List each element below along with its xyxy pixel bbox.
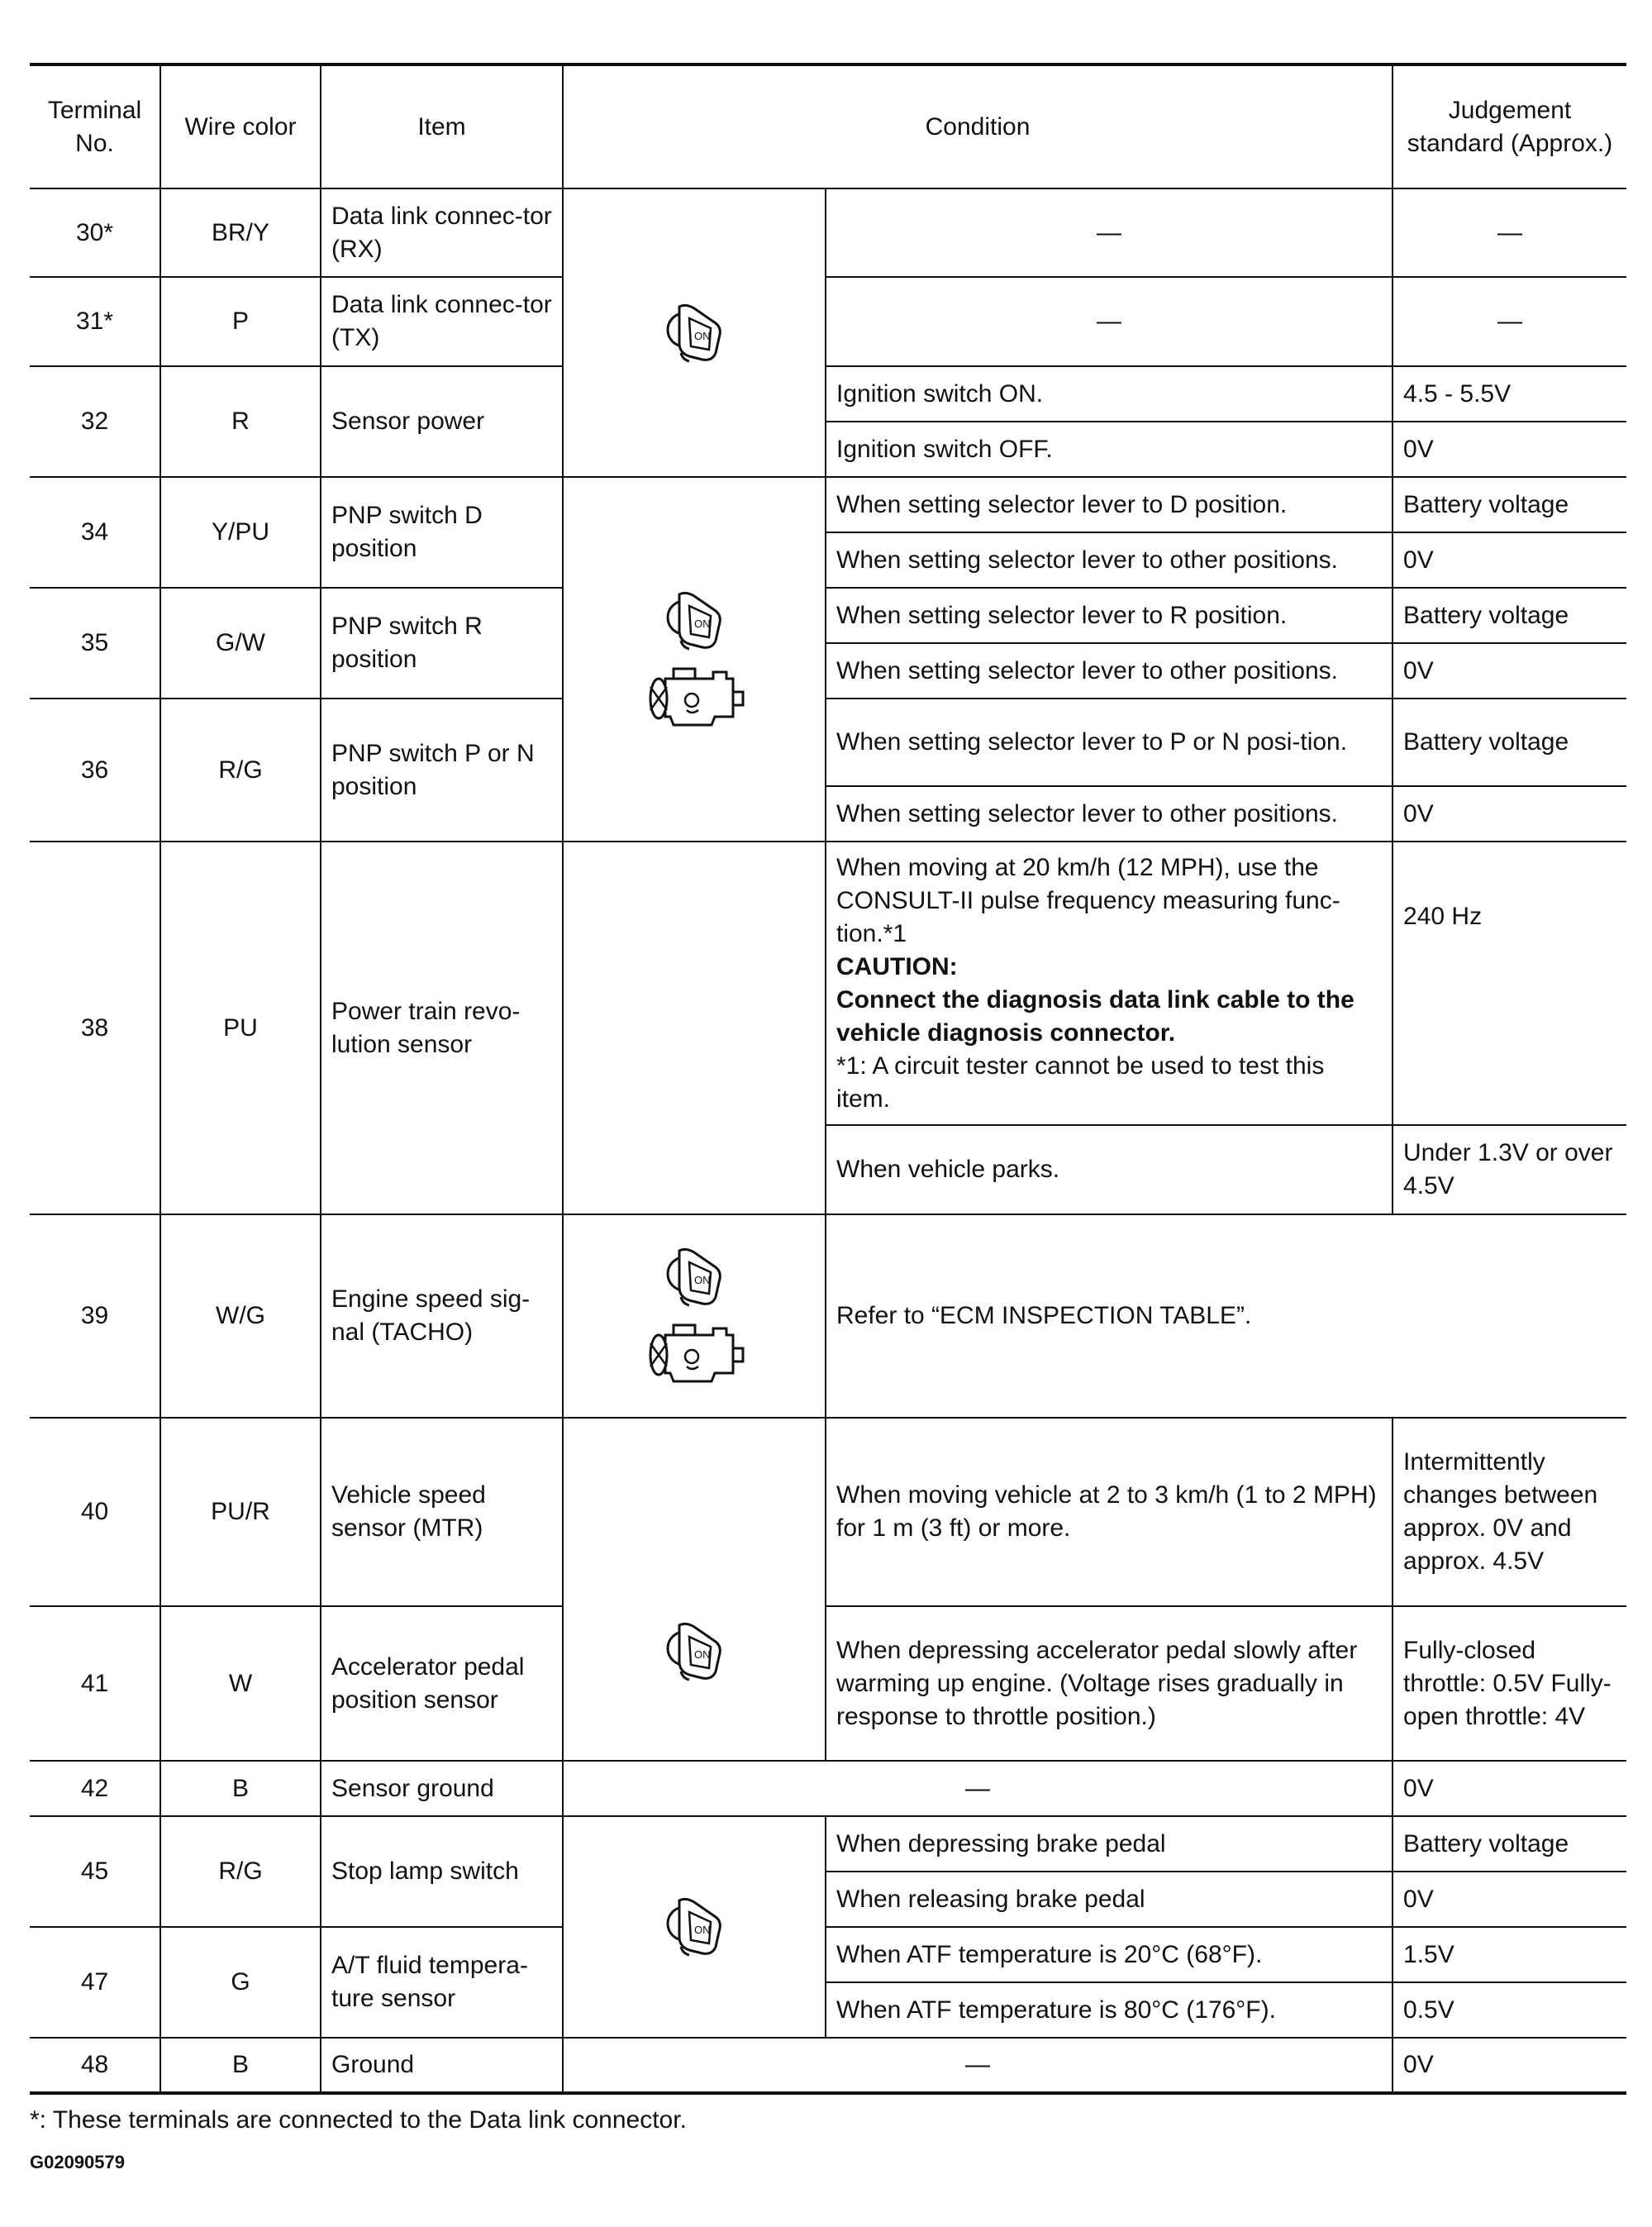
judgement-cell: — [1393,188,1626,277]
condition-cell: When setting selector lever to other positions. [826,786,1393,842]
table-row [30,1927,1626,1982]
condition-cell: Ignition switch OFF. [826,422,1393,477]
judgement-cell: 0V [1393,532,1626,588]
condition-icon-cell [563,842,826,1214]
condition-cell: — [826,277,1393,366]
terminal-cell: 45 [30,1816,160,1927]
condition-note: *1: A circuit tester cannot be used to test this item. [836,1052,1325,1113]
table-row [30,1816,1626,1872]
condition-cell: When setting selector lever to D position. [826,477,1393,532]
judgement-cell: Battery voltage [1393,477,1626,532]
table-row [30,188,1626,277]
item-cell: Power train revo-lution sensor [321,842,563,1214]
table-row [30,842,1626,1125]
condition-cell: When setting selector lever to R position. [826,588,1393,643]
condition-icon-cell [563,1418,826,1761]
engine-running-icon [640,664,748,730]
header-row [30,64,1626,188]
condition-icon-cell [563,188,826,477]
engine-running-icon [640,1320,748,1386]
terminal-cell: 39 [30,1214,160,1418]
table-row [30,1418,1626,1606]
condition-cell: — [826,188,1393,277]
condition-icon-cell [563,477,826,842]
item-cell: Accelerator pedal position sensor [321,1606,563,1761]
condition-cell: Ignition switch ON. [826,366,1393,422]
wire-color-cell: R [160,366,321,477]
ignition-key-on-icon [661,1620,727,1683]
table-row [30,477,1626,532]
table-row [30,588,1626,643]
judgement-cell: 240 Hz [1393,842,1626,1125]
item-cell: Sensor ground [321,1761,563,1816]
judgement-cell: 0V [1393,643,1626,699]
header-item: Item [321,64,563,188]
terminal-cell: 40 [30,1418,160,1606]
ignition-key-on-icon [661,1246,727,1309]
table-row [30,1214,1626,1418]
terminal-inspection-table [30,63,1626,2095]
condition-cell: — [563,1761,1393,1816]
terminal-cell: 41 [30,1606,160,1761]
judgement-cell: 0.5V [1393,1982,1626,2038]
condition-cell: When ATF temperature is 20°C (68°F). [826,1927,1393,1982]
judgement-cell: Intermittently changes between approx. 0V and approx. 4.5V [1393,1418,1626,1606]
item-cell: Engine speed sig-nal (TACHO) [321,1214,563,1418]
condition-icon-cell [563,1214,826,1418]
judgement-cell: 0V [1393,422,1626,477]
wire-color-cell: P [160,277,321,366]
ignition-key-on-icon [661,302,727,365]
terminal-cell: 30* [30,188,160,277]
terminal-cell: 47 [30,1927,160,2038]
judgement-cell: Under 1.3V or over 4.5V [1393,1125,1626,1214]
wire-color-cell: PU [160,842,321,1214]
terminal-cell: 35 [30,588,160,699]
caution-label: CAUTION: [836,952,958,980]
wire-color-cell: R/G [160,1816,321,1927]
inspection-table-page [30,63,1626,2095]
header-condition: Condition [563,64,1393,188]
header-judgement: Judgement standard (Approx.) [1393,64,1626,188]
wire-color-cell: G/W [160,588,321,699]
figure-id: G02090579 [30,2152,125,2172]
condition-cell: When vehicle parks. [826,1125,1393,1214]
judgement-cell: — [1393,277,1626,366]
wire-color-cell: PU/R [160,1418,321,1606]
terminal-cell: 31* [30,277,160,366]
item-cell: A/T fluid tempera-ture sensor [321,1927,563,2038]
item-cell: Data link connec-tor (TX) [321,277,563,366]
terminal-cell: 42 [30,1761,160,1816]
ignition-key-on-icon [661,589,727,652]
wire-color-cell: B [160,1761,321,1816]
footnote: *: These terminals are connected to the Data link connector. [30,2106,687,2134]
item-cell: Data link connec-tor (RX) [321,188,563,277]
table-row [30,1761,1626,1816]
condition-cell: When moving vehicle at 2 to 3 km/h (1 to 2 MPH) for 1 m (3 ft) or more. [826,1418,1393,1606]
item-cell: PNP switch P or N position [321,699,563,842]
item-cell: Stop lamp switch [321,1816,563,1927]
item-cell: Ground [321,2038,563,2093]
wire-color-cell: B [160,2038,321,2093]
caution-text: Connect the diagnosis data link cable to the vehicle diagnosis connector. [836,985,1354,1047]
judgement-cell: 1.5V [1393,1927,1626,1982]
condition-cell: Refer to “ECM INSPECTION TABLE”. [826,1214,1626,1418]
terminal-cell: 36 [30,699,160,842]
judgement-cell: 0V [1393,1761,1626,1816]
table-row [30,2038,1626,2093]
judgement-cell: Fully-closed throttle: 0.5V Fully-open throttle: 4V [1393,1606,1626,1761]
condition-cell: — [563,2038,1393,2093]
terminal-cell: 34 [30,477,160,588]
judgement-cell: 0V [1393,2038,1626,2093]
judgement-cell: Battery voltage [1393,588,1626,643]
wire-color-cell: R/G [160,699,321,842]
header-terminal: Terminal No. [30,64,160,188]
wire-color-cell: W [160,1606,321,1761]
judgement-cell: Battery voltage [1393,1816,1626,1872]
condition-cell: When depressing brake pedal [826,1816,1393,1872]
judgement-cell: 4.5 - 5.5V [1393,366,1626,422]
terminal-cell: 38 [30,842,160,1214]
condition-icon-cell [563,1816,826,2038]
terminal-cell: 48 [30,2038,160,2093]
item-cell: PNP switch R position [321,588,563,699]
condition-text: When moving at 20 km/h (12 MPH), use the CONSULT-II pulse frequency measuring func-tion.*1 [836,853,1340,947]
condition-cell [826,842,1393,1125]
ignition-key-on-icon [661,1896,727,1958]
condition-cell: When releasing brake pedal [826,1872,1393,1927]
judgement-cell: Battery voltage [1393,699,1626,786]
terminal-cell: 32 [30,366,160,477]
wire-color-cell: W/G [160,1214,321,1418]
wire-color-cell: Y/PU [160,477,321,588]
judgement-cell: 0V [1393,1872,1626,1927]
condition-cell: When ATF temperature is 80°C (176°F). [826,1982,1393,2038]
wire-color-cell: G [160,1927,321,2038]
item-cell: PNP switch D position [321,477,563,588]
condition-cell: When setting selector lever to other positions. [826,643,1393,699]
table-row [30,699,1626,786]
judgement-cell: 0V [1393,786,1626,842]
table-row [30,277,1626,366]
item-cell: Vehicle speed sensor (MTR) [321,1418,563,1606]
header-wire-color: Wire color [160,64,321,188]
table-row [30,366,1626,422]
item-cell: Sensor power [321,366,563,477]
wire-color-cell: BR/Y [160,188,321,277]
condition-cell: When depressing accelerator pedal slowly after warming up engine. (Voltage rises gradually in response to throttle position.) [826,1606,1393,1761]
table-row [30,1606,1626,1761]
condition-cell: When setting selector lever to other positions. [826,532,1393,588]
condition-cell: When setting selector lever to P or N posi-tion. [826,699,1393,786]
